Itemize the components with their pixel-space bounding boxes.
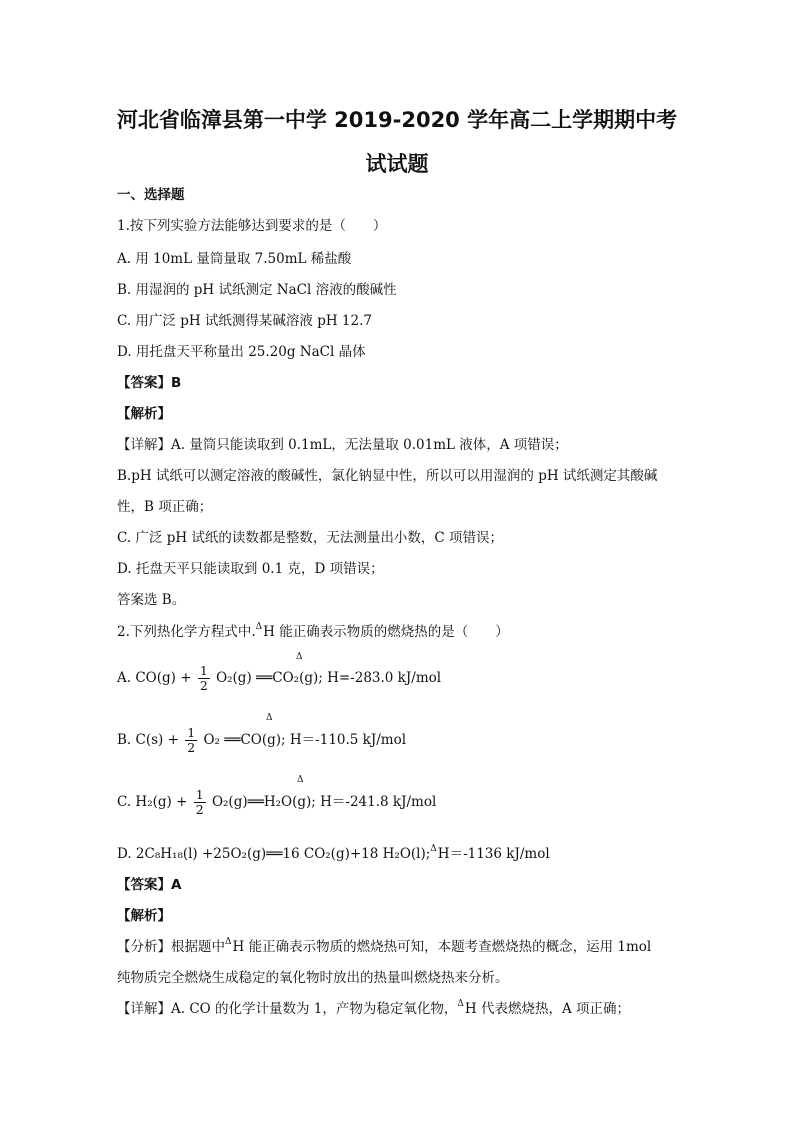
q1-detail-2: B.pH 试纸可以测定溶液的酸碱性，氯化钠显中性，所以可以用湿润的 pH 试纸测定其酸碱 <box>117 468 658 484</box>
q2-option-a <box>117 664 441 693</box>
q2-analysis-pre: 【分析】根据题中 <box>117 939 225 955</box>
fraction-half: $\frac{1}{2}$ <box>199 663 208 693</box>
q1-stem: 1.按下列实验方法能够达到要求的是（ ） <box>117 218 387 234</box>
section-heading: 一、选择题 <box>117 187 185 203</box>
q2-option-d <box>117 845 550 865</box>
q2-option-c-pre: C. H₂(g) + <box>117 794 188 810</box>
q2-detail-1 <box>117 1000 630 1020</box>
q2-option-d-pre: D. 2C₈H₁₈(l) +25O₂(g)══16 CO₂(g)+18 H₂O(l); <box>117 846 431 862</box>
q1-detail-5: D. 托盘天平只能读取到 0.1 克，D 项错误； <box>117 561 384 577</box>
q2-option-d-post: H＝-1136 kJ/mol <box>437 846 550 862</box>
delta-icon: Δ <box>266 713 273 723</box>
q1-detail-4: C. 广泛 pH 试纸的读数都是整数，无法测量出小数，C 项错误； <box>117 530 504 546</box>
q2-option-b-post: O₂ ══CO(g); H＝-110.5 kJ/mol <box>203 732 407 748</box>
q1-option-c: C. 用广泛 pH 试纸测得某碱溶液 pH 12.7 <box>117 313 372 329</box>
q2-option-a-pre: A. CO(g) + <box>117 670 192 686</box>
fraction-half: $\frac{1}{2}$ <box>187 725 196 755</box>
q1-option-b: B. 用湿润的 pH 试纸测定 NaCl 溶液的酸碱性 <box>117 282 397 298</box>
q2-analysis-1 <box>117 938 651 958</box>
q2-stem-post: H 能正确表示物质的燃烧热的是（ ） <box>263 624 509 640</box>
document-title-line2: 试试题 <box>365 152 429 176</box>
q2-option-c <box>117 788 436 817</box>
q2-answer: 【答案】A <box>117 877 182 893</box>
q2-analysis-post: H 能正确表示物质的燃烧热可知，本题考查燃烧热的概念，运用 1mol <box>232 939 652 955</box>
q1-detail-6: 答案选 B。 <box>117 592 186 608</box>
fraction-half: $\frac{1}{2}$ <box>195 787 204 817</box>
q1-analysis-label: 【解析】 <box>117 406 171 422</box>
q2-analysis-label: 【解析】 <box>117 908 171 924</box>
q2-analysis-2: 纯物质完全燃烧生成稳定的氧化物时放出的热量叫燃烧热来分析。 <box>117 970 509 986</box>
delta-icon: Δ <box>225 937 232 947</box>
document-title-line1: 河北省临漳县第一中学 2019-2020 学年高二上学期期中考 <box>116 108 678 132</box>
delta-icon: Δ <box>297 775 304 785</box>
q2-option-b <box>117 726 406 755</box>
q2-stem <box>117 623 509 643</box>
q2-option-a-post: O₂(g) ══CO₂(g); H=-283.0 kJ/mol <box>216 670 442 686</box>
q1-option-a: A. 用 10mL 量筒量取 7.50mL 稀盐酸 <box>117 251 352 267</box>
q2-stem-pre: 2.下列热化学方程式中. <box>117 624 256 640</box>
delta-icon: Δ <box>255 622 263 632</box>
q1-detail-3: 性，B 项正确； <box>117 499 213 515</box>
q1-option-d: D. 用托盘天平称量出 25.20g NaCl 晶体 <box>117 344 366 360</box>
q1-answer: 【答案】B <box>117 375 182 391</box>
delta-icon: Δ <box>457 999 464 1009</box>
delta-icon: Δ <box>430 844 437 854</box>
delta-icon: Δ <box>296 652 303 662</box>
q1-detail-1: 【详解】A. 量筒只能读取到 0.1mL，无法量取 0.01mL 液体，A 项错误； <box>117 437 568 453</box>
q2-detail-post: H 代表燃烧热，A 项正确； <box>464 1001 631 1017</box>
q2-option-c-post: O₂(g)══H₂O(g); H＝-241.8 kJ/mol <box>211 794 437 810</box>
q2-option-b-pre: B. C(s) + <box>117 732 179 748</box>
q2-detail-pre: 【详解】A. CO 的化学计量数为 1，产物为稳定氧化物， <box>117 1001 458 1017</box>
